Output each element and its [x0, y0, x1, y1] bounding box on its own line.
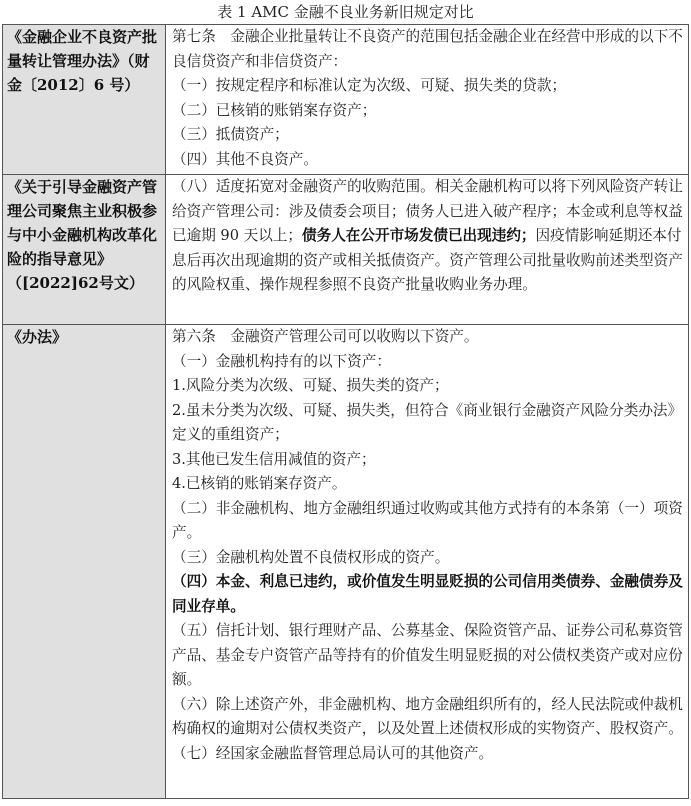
comparison-table — [2, 24, 689, 799]
content-text: 因疫情影响延期还本付息后再次出现逾期的资产或相关抵债资产。资产管理公司批量收购前述类型资产的风险权重、操作规程参照不良资产批量收购业务办理。 — [172, 227, 683, 293]
table-row — [3, 175, 689, 325]
content-paragraph: （五）信托计划、银行理财产品、公募基金、保险资管产品、证券公司私募资管产品、基金专户资管产品等持有的价值发生明显贬损的对公债权类资产或对应份额。 — [172, 622, 683, 688]
regulation-name: 《办法》 — [7, 328, 68, 346]
content-paragraph: （三）金融机构处置不良债权形成的资产。 — [172, 548, 450, 566]
regulation-content-cell — [166, 175, 689, 325]
content-paragraph: （四）其他不良资产。 — [172, 150, 318, 168]
regulation-content-cell — [166, 325, 689, 799]
regulation-name: 《关于引导金融资产管理公司聚焦主业积极参与中小金融机构改革化险的指导意见》（[2022]62号文） — [7, 178, 158, 292]
content-paragraph: （六）除上述资产外，非金融机构、地方金融组织所有的，经人民法院或仲裁机构确权的逾期对公债权类资产，以及处置上述债权形成的实物资产、股权资产。 — [172, 695, 683, 737]
regulation-name: 《金融企业不良资产批量转让管理办法》（财金〔2012〕6 号） — [7, 28, 158, 94]
content-text: （八）适度拓宽对金融资产的收购范围。相关金融机构可以将下列风险资产转让给资产管理公司：涉及债委会项目；债务人已进入破产程序；本金或利息等权益已逾期 90 天以上； — [172, 178, 683, 244]
highlighted-text: 债务人在公开市场发债已出现违约； — [302, 227, 536, 244]
table-row — [3, 25, 689, 175]
regulation-content-cell — [166, 25, 689, 175]
content-paragraph: 2.虽未分类为次级、可疑、损失类，但符合《商业银行金融资产风险分类办法》定义的重组资产； — [172, 401, 683, 443]
highlighted-paragraph: （四）本金、利息已违约，或价值发生明显贬损的公司信用类债券、金融债券及同业存单。 — [172, 573, 683, 615]
regulation-name-cell — [3, 175, 166, 325]
regulation-name-cell — [3, 325, 166, 799]
table-caption: 表 1 AMC 金融不良业务新旧规定对比 — [217, 3, 474, 21]
content-paragraph: 4.已核销的账销案存资产。 — [172, 475, 347, 492]
content-paragraph: （一）按规定程序和标准认定为次级、可疑、损失类的贷款； — [172, 77, 567, 94]
content-paragraph: （二）已核销的账销案存资产； — [172, 101, 377, 119]
content-paragraph: 第七条 金融企业批量转让不良资产的范围包括金融企业在经营中形成的以下不良信贷资产和非信贷资产： — [172, 28, 683, 70]
content-paragraph: 1.风险分类为次级、可疑、损失类的资产； — [172, 377, 449, 394]
content-paragraph — [172, 175, 684, 298]
content-paragraph: （三）抵债资产； — [172, 126, 289, 143]
table-row — [3, 325, 689, 799]
content-paragraph: （二）非金融机构、地方金融组织通过收购或其他方式持有的本条第（一）项资产。 — [172, 499, 683, 541]
content-paragraph: 第六条 金融资产管理公司可以收购以下资产。 — [172, 328, 479, 345]
content-paragraph: （一）金融机构持有的以下资产： — [172, 352, 391, 370]
content-paragraph: （七）经国家金融监督管理总局认可的其他资产。 — [172, 744, 494, 762]
regulation-name-cell — [3, 25, 166, 175]
content-paragraph: 3.其他已发生信用减值的资产； — [172, 450, 376, 468]
